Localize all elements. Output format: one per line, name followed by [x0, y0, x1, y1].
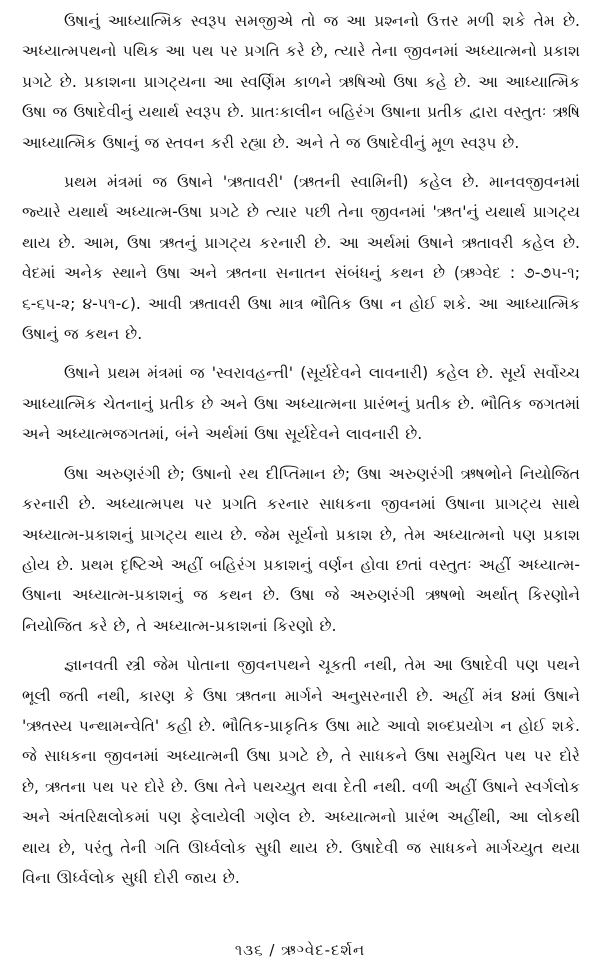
paragraph-3: ઉષાને પ્રથમ મંત્રમાં જ 'સ્વરાવહન્તી' (સૂર્યદેવને લાવનારી) કહેલ છે. સૂર્ય સર્વોચ્ચ આધ્યાત્મિક ચેતનાનું પ્રતીક છે અને ઉષા અધ્યાત્મના પ્રારંભનું પ્રતીક છે. ભૌતિક જગતમાં અને અધ્યાત્મજગતમાં, બંને અર્થમાં ઉષા સૂર્યદેવને લાવનારી છે.: [22, 364, 580, 444]
paragraph-5: જ્ઞાનવતી સ્ત્રી જેમ પોતાના જીવનપથને ચૂકતી નથી, તેમ આ ઉષાદેવી પણ પથને ભૂલી જતી નથી, કારણ કે ઉષા ઋતના માર્ગને અનુસરનારી છે. અહીં મંત્ર ૪માં ઉષાને 'ઋતસ્ય પન્થામન્વેતિ' કહી છે. ભૌતિક-પ્રાકૃતિક ઉષા માટે આવો શબ્દપ્રયોગ ન હોઈ શકે. જે સાધકના જીવનમાં અધ્યાત્મની ઉષા પ્રગટે છે, તે સાધકને ઉષા સમુચિત પથ પર દોરે છે, ઋતના પથ પર દોરે છે. ઉષા તેને પથચ્યુત થવા દેતી નથી. વળી અહીં ઉષાને સ્વર્ગલોક અને અંતરિક્ષલોકમાં પણ ફેલાયેલી ગણેલ છે. અધ્યાત્મનો પ્રારંભ અહીંથી, આ લોકથી થાય છે, પરંતુ તેની ગતિ ઊર્ધ્વલોક સુધી થાય છે. ઉષાદેવી જ સાધકને માર્ગચ્યુત થયા વિના ઊર્ધ્વલોક સુધી દોરી જાય છે.: [22, 656, 580, 887]
paragraph-1: ઉષાનું આધ્યાત્મિક સ્વરૂપ સમજીએ તો જ આ પ્રશ્નનો ઉત્તર મળી શકે તેમ છે. અધ્યાત્મપથનો પથિક આ પથ પર પ્રગતિ કરે છે, ત્યારે તેના જીવનમાં અધ્યાત્મનો પ્રકાશ પ્રગટે છે. પ્રકાશના પ્રાગટ્યના આ સ્વર્ણિમ કાળને ઋષિઓ ઉષા કહે છે. આ આધ્યાત્મિક ઉષા જ ઉષાદેવીનું યથાર્થ સ્વરૂપ છે. પ્રાતઃકાલીન બહિરંગ ઉષાના પ્રતીક દ્વારા વસ્તુતઃ ઋષિ આધ્યાત્મિક ઉષાનું જ સ્તવન કરી રહ્યા છે. અને તે જ ઉષાદેવીનું મૂળ સ્વરૂપ છે.: [22, 12, 580, 152]
paragraph-2: પ્રથમ મંત્રમાં જ ઉષાને 'ઋતાવરી' (ઋતની સ્વામિની) કહેલ છે. માનવજીવનમાં જ્યારે યથાર્થ અધ્યાત્મ-ઉષા પ્રગટે છે ત્યાર પછી તેના જીવનમાં 'ઋત'નું યથાર્થ પ્રાગટ્ય થાય છે. આમ, ઉષા ઋતનું પ્રાગટ્ય કરનારી છે. આ અર્થમાં ઉષાને ઋતાવરી કહેલ છે. વેદમાં અનેક સ્થાને ઉષા અને ઋતના સનાતન સંબંધનું કથન છે (ઋગ્વેદ : ૭-૭૫-૧; ૬-૬૫-૨; ૪-૫૧-૮). આવી ઋતાવરી ઉષા માત્ર ભૌતિક ઉષા ન હોઈ શકે. આ આધ્યાત્મિક ઉષાનું જ કથન છે.: [22, 173, 580, 344]
page-footer: ૧૩૬ / ઋગ્વેદ-દર્શન: [234, 941, 366, 959]
paragraph-4: ઉષા અરુણરંગી છે; ઉષાનો રથ દીપ્તિમાન છે; ઉષા અરુણરંગી ઋષભોને નિયોજિત કરનારી છે. અધ્યાત્મપથ પર પ્રગતિ કરનાર સાધકના જીવનમાં ઉષાના પ્રાગટ્ય સાથે અધ્યાત્મ-પ્રકાશનું પ્રાગટ્ય થાય છે. જેમ સૂર્યનો પ્રકાશ છે, તેમ અધ્યાત્મનો પણ પ્રકાશ હોય છે. પ્રથમ દૃષ્ટિએ અહીં બહિરંગ પ્રકાશનું વર્ણન હોવા છતાં વસ્તુતઃ અહીં અધ્યાત્મ-ઉષાના અધ્યાત્મ-પ્રકાશનું જ કથન છે. ઉષા જે અરુણરંગી ઋષભો અર્થાત્ કિરણોને નિયોજિત કરે છે, તે અધ્યાત્મ-પ્રકાશનાં કિરણો છે.: [22, 464, 580, 635]
